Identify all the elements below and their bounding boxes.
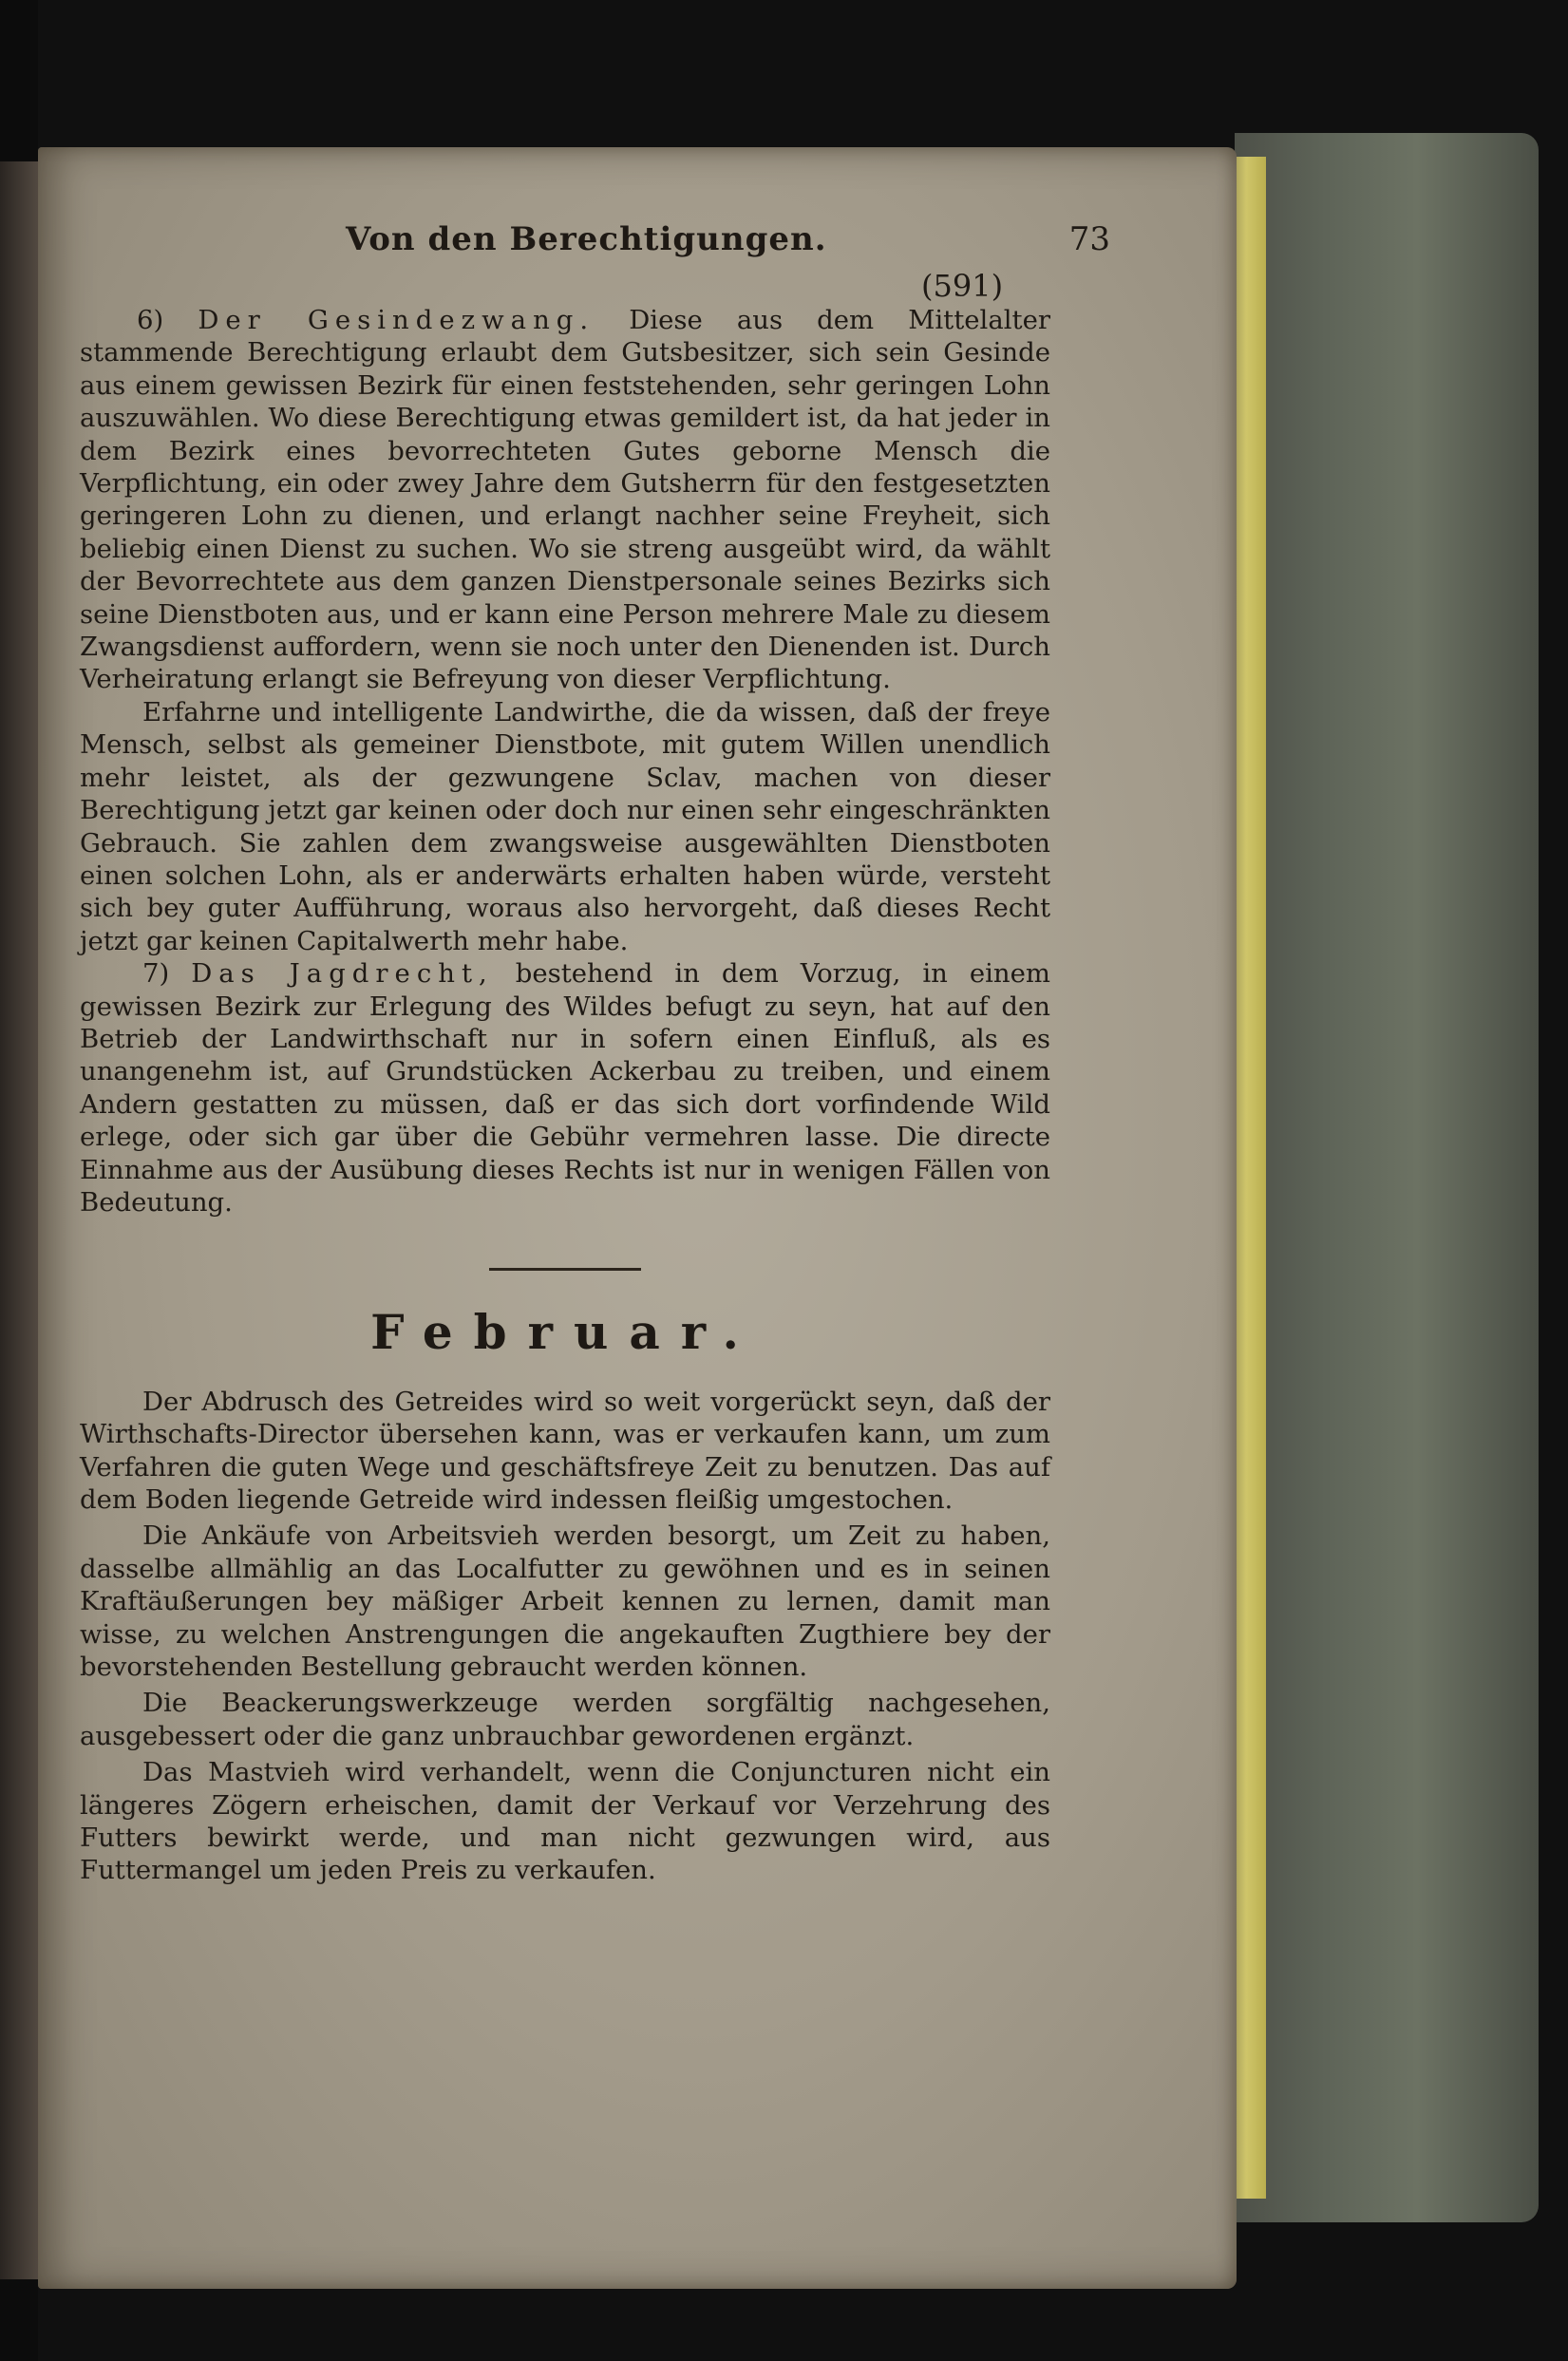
paragraph: Der Abdrusch des Getreides wird so weit vorgerückt seyn, daß der Wirthschafts-Director übersehen kann, was er verkaufen kann, um zum Verfahren die guten Wege und geschäftsfreye Zeit zu benutzen. Das auf dem Boden liegende Getreide wird indessen fleißig umgestochen. xyxy=(80,1386,1050,1515)
page-number: 73 xyxy=(1068,220,1110,258)
section-divider xyxy=(489,1268,641,1271)
paragraph: Die Beackerungswerkzeuge werden sorgfältig nachgesehen, ausgebessert oder die ganz unbrauchbar gewordenen ergänzt. xyxy=(80,1688,1050,1751)
item-number: 7) xyxy=(142,958,170,990)
paragraph: Die Ankäufe von Arbeitsvieh werden besorgt, um Zeit zu haben, dasselbe allmählig an das Localfutter zu gewöhnen und es in seinen Kraftäußerungen bey mäßiger Arbeit kennen zu lernen, damit man wisse, zu welchen Anstrengungen die angekauften Zugthiere bey der bevorstehenden Bestellung gebraucht werden können. xyxy=(80,1520,1050,1683)
term-jagdrecht: Das Jagdrecht, xyxy=(191,958,494,990)
paragraph-text: bestehend in dem Vorzug, in einem gewissen Bezirk zur Erlegung des Wildes befugt zu seyn, hat auf den Betrieb der Landwirthschaft nur in sofern einen Einfluß, als es unangenehm ist, auf Grundstücken Ackerbau zu treiben, und einem Andern gestatten zu müssen, daß er das sich dort vorfindende Wild erlege, oder sich gar über die Gebühr vermehren lasse. Die directe Einnahme aus der Ausübung dieses Rechts ist nur in wenigen Fällen von Bedeutung. xyxy=(80,958,1050,1218)
paragraph-landwirthe: Erfahrne und intelligente Landwirthe, die da wissen, daß der freye Mensch, selbst als gemeiner Dienstbote, mit gutem Willen unendlich mehr leistet, als der gezwungene Sclav, machen von dieser Berechtigung jetzt gar keinen oder doch nur einen sehr eingeschränkten Gebrauch. Sie zahlen dem zwangsweise ausgewählten Dienstboten einen solchen Lohn, als er anderwärts erhalten haben würde, versteht sich bey guter Aufführung, woraus also hervorgeht, daß dieses Recht jetzt gar keinen Capitalwerth mehr habe. xyxy=(80,696,1050,956)
february-section xyxy=(80,1386,1050,1887)
paragraph: Das Mastvieh wird verhandelt, wenn die Conjuncturen nicht ein längeres Zögern erheischen, damit der Verkauf vor Verzehrung des Futters bewirkt werde, und man nicht gezwungen wird, aus Futtermangel um jeden Preis zu verkaufen. xyxy=(80,1757,1050,1886)
term-gesindezwang: Der Gesindezwang. xyxy=(198,305,595,335)
page-body xyxy=(80,304,1050,1891)
paragraph-gesindezwang xyxy=(80,304,1050,696)
month-heading: Februar. xyxy=(370,1304,760,1361)
original-page-number: (591) xyxy=(921,268,1004,304)
running-title: Von den Berechtigungen. xyxy=(346,220,827,258)
paragraph-jagdrecht xyxy=(80,957,1050,1218)
paragraph-text: Diese aus dem Mittelalter stammende Berechtigung erlaubt dem Gutsbesitzer, sich sein Gesinde aus einem gewissen Bezirk für einen feststehenden, sehr geringen Lohn auszuwählen. Wo diese Berechtigung etwas gemildert ist, da hat jeder in dem Bezirk eines bevorrechteten Gutes geborne Mensch die Verpflichtung, ein oder zwey Jahre dem Gutsherrn für den festgesetzten geringeren Lohn zu dienen, und erlangt nachher seine Freyheit, sich beliebig einen Dienst zu suchen. Wo sie streng ausgeübt wird, da wählt der Bevorrechtete aus dem ganzen Dienstpersonale seines Bezirks sich seine Dienstboten aus, und er kann eine Person mehrere Male zu diesem Zwangsdienst auffordern, wenn sie noch unter den Dienenden ist. Durch Verheiratung erlangt sie Befreyung von dieser Verpflichtung. xyxy=(80,305,1051,695)
book-cover-edge xyxy=(1235,133,1539,2222)
item-number: 6) xyxy=(137,305,164,335)
